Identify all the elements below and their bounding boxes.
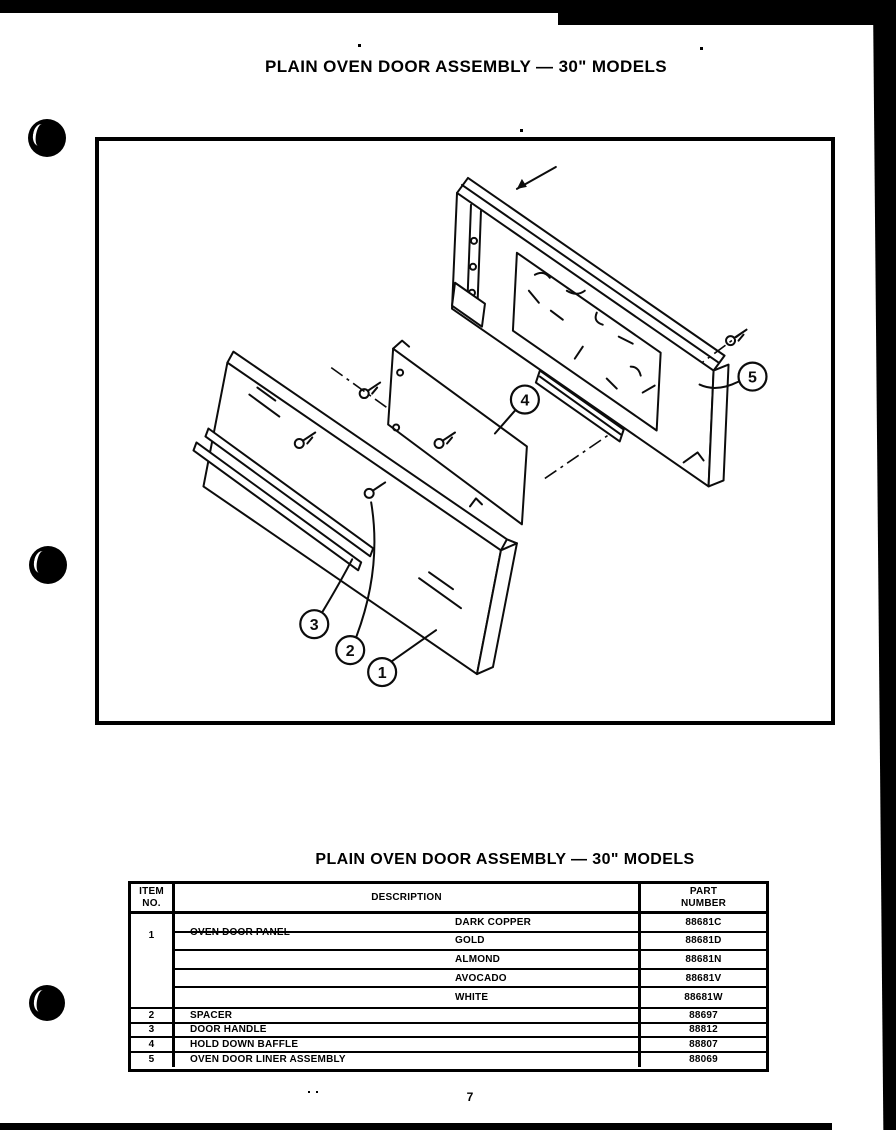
description-cell: OVEN DOOR PANEL xyxy=(190,927,291,938)
parts-table xyxy=(128,881,769,1072)
part-number-cell: 88681V xyxy=(641,970,766,989)
exploded-view-diagram xyxy=(99,141,828,718)
svg-text:1: 1 xyxy=(377,665,387,683)
part-number-cell: 88681D xyxy=(641,933,766,952)
callout-4 xyxy=(511,386,539,414)
page-number: 7 xyxy=(466,1090,474,1104)
svg-text:4: 4 xyxy=(520,392,530,410)
scan-edge-bottom xyxy=(0,1123,832,1130)
diagram-frame xyxy=(95,137,835,725)
leader-line-1 xyxy=(392,630,436,661)
part-number-cell: 88681N xyxy=(641,951,766,970)
scan-edge-right xyxy=(873,0,896,1130)
punch-hole xyxy=(28,119,66,157)
scan-noise-dot xyxy=(520,129,523,132)
color-option: AVOCADO xyxy=(175,970,641,989)
table-header-row xyxy=(131,884,766,914)
part-number-cell: 88697 xyxy=(689,1009,718,1021)
callout-1 xyxy=(368,658,396,686)
table-row xyxy=(131,914,766,1009)
color-option: ALMOND xyxy=(175,951,641,970)
variant-row xyxy=(175,970,766,989)
color-option: WHITE xyxy=(175,988,641,1007)
svg-text:3: 3 xyxy=(309,617,319,635)
part-number-cell: 88681C xyxy=(641,914,766,933)
description-cell: OVEN DOOR LINER ASSEMBLY xyxy=(175,1053,641,1068)
callout-3 xyxy=(300,610,328,638)
punch-hole xyxy=(29,985,65,1021)
item-no-cell: 5 xyxy=(131,1053,175,1068)
svg-text:2: 2 xyxy=(345,643,355,661)
item-no-cell: 2 xyxy=(131,1009,175,1022)
scan-noise-dot xyxy=(316,1091,318,1093)
header-description: DESCRIPTION xyxy=(175,884,641,911)
scan-edge-top-right xyxy=(558,0,896,25)
part-number-cell: 88681W xyxy=(684,992,723,1004)
header-part-number: PART NUMBER xyxy=(680,885,727,909)
variant-row xyxy=(175,951,766,970)
callout-2 xyxy=(336,636,364,664)
item-no-cell: 1 xyxy=(131,914,175,1007)
table-row xyxy=(131,1053,766,1068)
table-row xyxy=(131,1038,766,1053)
part-number-cell: 88069 xyxy=(689,1054,718,1066)
svg-text:5: 5 xyxy=(748,369,757,387)
variant-row xyxy=(175,988,766,1007)
screw xyxy=(726,330,746,345)
scan-noise-dot xyxy=(358,44,361,47)
header-item-no: ITEM NO. xyxy=(131,884,175,911)
description-cell: DOOR HANDLE xyxy=(175,1024,641,1037)
page-title: PLAIN OVEN DOOR ASSEMBLY — 30" MODELS xyxy=(265,57,667,76)
color-option: DARK COPPER xyxy=(175,914,641,933)
color-option: GOLD xyxy=(175,933,641,952)
scan-noise-dot xyxy=(700,47,703,50)
part-number-cell: 88812 xyxy=(689,1024,718,1036)
description-cell: SPACER xyxy=(175,1009,641,1022)
description-cell: HOLD DOWN BAFFLE xyxy=(175,1038,641,1051)
punch-hole xyxy=(29,546,67,584)
part-number-cell: 88807 xyxy=(689,1038,718,1050)
item-no-cell: 4 xyxy=(131,1038,175,1051)
table-row xyxy=(131,1024,766,1039)
scan-noise-dot xyxy=(308,1091,310,1093)
table-row xyxy=(131,1009,766,1024)
item-no-cell: 3 xyxy=(131,1024,175,1037)
table-title: PLAIN OVEN DOOR ASSEMBLY — 30" MODELS xyxy=(315,851,695,868)
callout-5 xyxy=(739,363,767,391)
